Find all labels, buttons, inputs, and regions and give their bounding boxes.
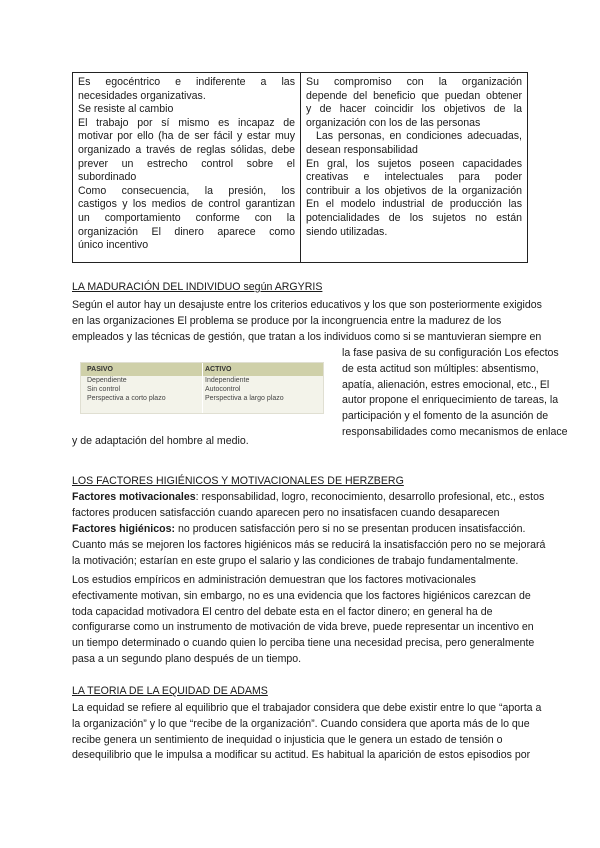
table-line: organización El dinero aparece como xyxy=(78,225,295,238)
paragraph-line: recibe genera un sentimiento de inequidad o injusticia que le genera un estado de tensión o xyxy=(72,733,503,746)
table-line: siendo utilizadas. xyxy=(306,225,388,238)
comparison-table xyxy=(72,72,528,263)
table-line: y de hacer coincidir los objetivos de la xyxy=(306,103,522,116)
table-line: creativas e intelectuales para poder xyxy=(306,171,522,184)
term-higienicos: Factores higiénicos: xyxy=(72,522,176,535)
paragraph-line: la motivación; estarían en este grupo el salario y las condiciones de trabajo fundamentalmente. xyxy=(72,554,519,567)
term-motivacionales: Factores motivacionales xyxy=(72,491,196,503)
table-cell-right xyxy=(301,73,527,262)
herzberg-paragraph-2 xyxy=(72,538,546,570)
paragraph-line: Cuanto más se mejoren los factores higiénicos más se reducirá la insatisfacción pero no se mejorará xyxy=(72,539,546,551)
mini-table-header: PASIVO xyxy=(87,366,113,373)
paragraph-line: de esta actitud son múltiples: absentismo, xyxy=(342,362,539,375)
paragraph-line: configurarse como un instrumento de motivación de vida breve, puede representar un incentivo en xyxy=(72,621,534,634)
mini-table-cell: Perspectiva a corto plazo xyxy=(87,395,166,402)
mini-table-col-activo xyxy=(205,363,326,403)
table-line: motivar por ello (ha de ser fácil y estar muy xyxy=(78,130,295,143)
paragraph-line xyxy=(72,522,528,538)
paragraph-line: factores producen satisfacción cuando aparecen pero no insatisfacen cuando desaparecen xyxy=(72,506,500,519)
paragraph-line: desequilibrio que le impulsa a modificar su actitud. Es habitual la aparición de estos episodios por xyxy=(72,749,531,762)
paragraph-line: Según el autor hay un desajuste entre los criterios educativos y los que son posteriormente exigidos xyxy=(72,299,542,311)
table-line: Como consecuencia, la presión, los xyxy=(78,184,295,197)
mini-table-col-pasivo xyxy=(87,363,208,403)
section-heading-herzberg: LOS FACTORES HIGIÉNICOS Y MOTIVACIONALES DE HERZBERG xyxy=(72,475,404,487)
argyris-paragraph xyxy=(72,298,542,345)
paragraph-line: La equidad se refiere al equilibrio que el trabajador considera que debe existir entre lo que “aporta a xyxy=(72,702,542,714)
table-line: potencialidades de los sujetos no están xyxy=(306,211,522,224)
table-line: El trabajo por sí mismo es incapaz de xyxy=(78,116,295,129)
table-line: En el modelo industrial de producción las xyxy=(306,198,522,211)
paragraph-line: efectivamente motivan, sin embargo, no es una evidencia que los factores higiénicos carezcan de xyxy=(72,589,531,602)
mini-table-header: ACTIVO xyxy=(205,366,232,373)
paragraph-line: participación y el fomento de la asunción de xyxy=(342,410,549,423)
section-heading-argyris: LA MADURACIÓN DEL INDIVIDUO según ARGYRIS xyxy=(72,281,323,293)
adams-paragraph xyxy=(72,701,542,764)
paragraph-line: en las organizaciones El problema se produce por la incongruencia entre la madurez de los xyxy=(72,314,502,327)
table-line: Se resiste al cambio xyxy=(78,103,174,116)
argyris-wrapped-text xyxy=(342,346,568,441)
table-line: un comportamiento conforme con la xyxy=(78,211,295,224)
table-line: organizado a través de reglas sólidas, debe xyxy=(78,143,295,156)
mini-table-cell: Dependiente xyxy=(87,377,127,384)
argyris-tail-line: y de adaptación del hombre al medio. xyxy=(72,435,249,447)
paragraph-line: un tiempo determinado o cuando quien lo perciba tiene una necesidad precisa, pero generalmente xyxy=(72,637,535,650)
mini-table-cell: Sin control xyxy=(87,386,121,393)
table-line: contribuir a los objetivos de la organización xyxy=(306,184,522,197)
table-line: Es egocéntrico e indiferente a las xyxy=(78,76,295,88)
term-definition: no producen satisfacción pero si no se presentan producen insatisfacción. xyxy=(175,522,526,535)
paragraph-line: apatía, alienación, estres emocional, etc., El xyxy=(342,378,550,391)
table-line: subordinado xyxy=(78,171,137,184)
term-definition: : responsabilidad, logro, reconocimiento, desarrollo profesional, etc., estos xyxy=(195,491,545,503)
section-heading-adams: LA TEORIA DE LA EQUIDAD DE ADAMS xyxy=(72,685,268,697)
paragraph-line: la organización” y lo que “recibe de la organización”. Cuando considera que aporta más de lo que xyxy=(72,717,530,730)
herzberg-factors-paragraph xyxy=(72,490,545,537)
mini-table-cell: Independiente xyxy=(205,377,250,384)
paragraph-line: la fase pasiva de su configuración Los efectos xyxy=(342,347,559,359)
table-line: depende del beneficio que puedan obtener xyxy=(306,89,522,102)
paragraph-line: pasa a un segundo plano después de un tiempo. xyxy=(72,652,302,665)
table-line: Las personas, en condiciones adecuadas, xyxy=(306,130,522,143)
paragraph-line xyxy=(72,490,545,506)
table-line: castigos y los medios de control garantizan xyxy=(78,198,295,211)
mini-table-cell: Autocontrol xyxy=(205,386,241,393)
paragraph-line: toda capacidad motivadora El centro del debate esta en el factor dinero; en general ha de xyxy=(72,605,493,618)
table-line: organización con los de las personas xyxy=(306,116,481,129)
paragraph-line: Los estudios empíricos en administración demuestran que los factores motivacionales xyxy=(72,574,476,586)
table-line: necesidades organizativas. xyxy=(78,89,206,102)
table-line: Su compromiso con la organización xyxy=(306,76,522,88)
paragraph-line: empleados y las técnicas de gestión, que tratan a los individuos como si se mantuvieran siempre en xyxy=(72,330,542,343)
pasivo-activo-table-image xyxy=(80,362,324,414)
paragraph-line: autor propone el enriquecimiento de tareas, la xyxy=(342,394,559,407)
table-line: prever un estrecho control sobre el xyxy=(78,157,295,170)
table-cell-left xyxy=(73,73,301,262)
table-line: único incentivo xyxy=(78,239,149,252)
paragraph-line: responsabilidades como mecanismos de enlace xyxy=(342,425,568,438)
herzberg-paragraph-3 xyxy=(72,573,535,668)
table-line: desean responsabilidad xyxy=(306,143,418,156)
mini-table-cell: Perspectiva a largo plazo xyxy=(205,395,284,402)
table-line: En gral, los sujetos poseen capacidades xyxy=(306,157,522,170)
